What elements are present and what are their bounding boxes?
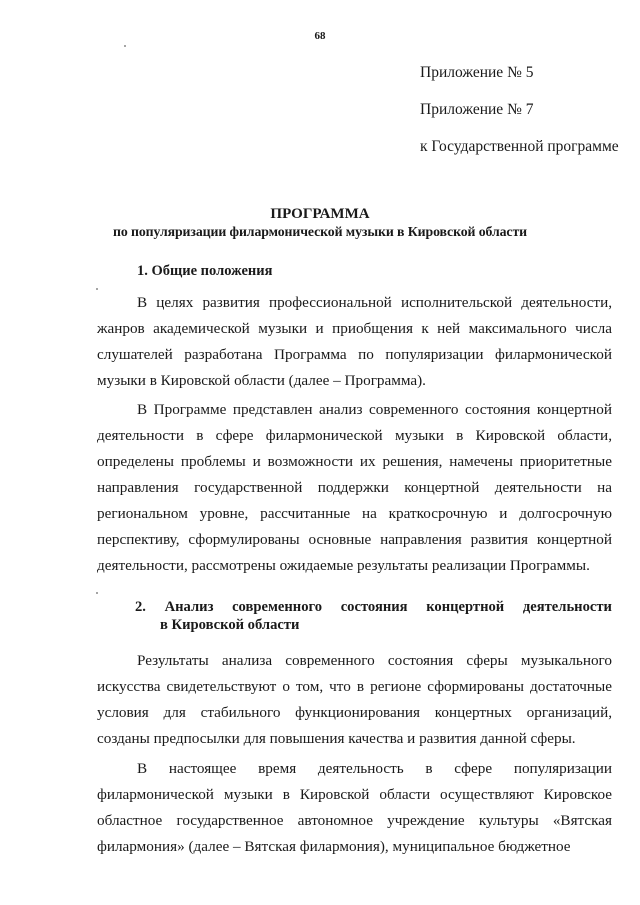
scan-speck xyxy=(96,288,98,290)
page-number: 68 xyxy=(314,30,326,42)
scan-speck xyxy=(124,45,126,47)
heading-word: Анализ xyxy=(164,599,214,615)
heading-word: 2. xyxy=(135,599,146,615)
section-2-paragraph-1: Результаты анализа современного состояния сферы музыкального искусства свидетельствуют о том, что в регионе сформированы достаточные условия для стабильного функционирования концертных организаций, созданы предпосылки для повышения качества и развития данной сферы. xyxy=(97,652,612,747)
appendix-line-3: к Государственной программе xyxy=(420,138,619,155)
document-title xyxy=(0,206,640,240)
appendix-line-2: Приложение № 7 xyxy=(420,101,534,118)
scan-speck xyxy=(96,592,98,594)
section-2-paragraph-2: В настоящее время деятельность в сфере популяризации филармонической музыки в Кировской области осуществляют Кировское областное государственное автономное учреждение культуры «Вятская филармония» (далее – Вятская филармония), муниципальное бюджетное xyxy=(97,760,612,855)
heading-word: концертной xyxy=(426,599,505,615)
section-1-heading: 1. Общие положения xyxy=(137,263,273,279)
appendix-line-1: Приложение № 5 xyxy=(420,64,534,81)
title-subtitle: по популяризации филармонической музыки в Кировской области xyxy=(113,224,527,239)
heading-word: состояния xyxy=(340,599,408,615)
section-2-heading-line-1 xyxy=(135,598,612,616)
heading-word: деятельности xyxy=(522,599,612,615)
section-1-paragraph-2: В Программе представлен анализ современного состояния концертной деятельности в сфере филармонической музыки в Кировской области, определены проблемы и возможности их решения, намечены приоритетные направления государственной поддержки концертной деятельности на региональном уровне, рассчитанные на краткосрочную и долгосрочную перспективу, сформулированы основные направления развития концертной деятельности, рассмотрены ожидаемые результаты реализации Программы. xyxy=(97,401,612,574)
title-main: ПРОГРАММА xyxy=(270,206,370,222)
section-1-paragraph-1: В целях развития профессиональной исполнительской деятельности, жанров академической музыки и приобщения к ней максимального числа слушателей разработана Программа по популяризации филармонической музыки в Кировской области (далее – Программа). xyxy=(97,294,612,389)
heading-word: современного xyxy=(232,599,323,615)
section-2-heading-line-2: в Кировской области xyxy=(160,617,300,633)
section-2-heading xyxy=(135,598,612,634)
